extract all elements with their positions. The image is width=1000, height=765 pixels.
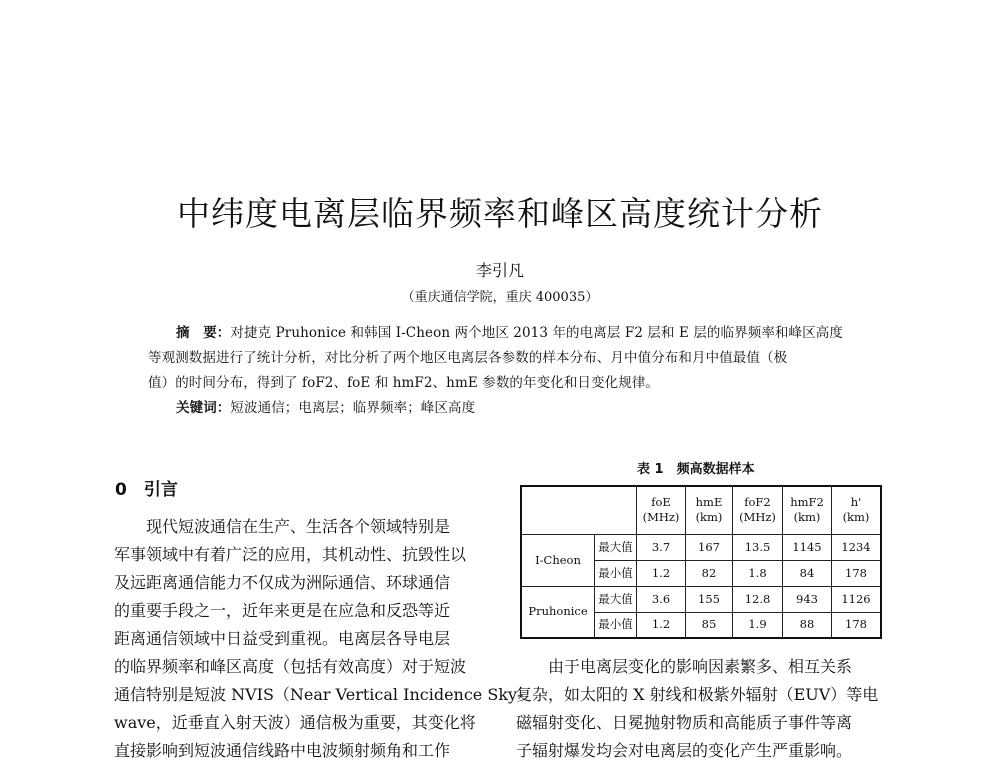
keywords-text: 短波通信；电离层；临界频率；峰区高度 xyxy=(230,400,476,416)
author: 李引凡 xyxy=(475,261,524,280)
cell: 155 xyxy=(686,586,733,612)
table-header-row xyxy=(521,486,881,534)
body-line: 现代短波通信在生产、生活各个领域特别是 xyxy=(146,517,451,536)
body-line: 通信特别是短波 NVIS（Near Vertical Incidence Sky- xyxy=(114,685,523,704)
body-line: 距离通信领域中日益受到重视。电离层各导电层 xyxy=(114,629,451,648)
row-label: 最大值 xyxy=(595,534,637,560)
body-line: 军事领域中有着广泛的应用，其机动性、抗毁性以 xyxy=(114,545,467,564)
header-foF2: foF2 (MHz) xyxy=(733,486,783,534)
cell: 84 xyxy=(783,560,832,586)
cell: 1.2 xyxy=(637,560,686,586)
cell: 1.2 xyxy=(637,612,686,638)
cell: 167 xyxy=(686,534,733,560)
abstract-line-1 xyxy=(176,321,843,341)
body-line: 及远距离通信能力不仅成为洲际通信、环球通信 xyxy=(114,573,451,592)
cell: 12.8 xyxy=(733,586,783,612)
cell: 3.7 xyxy=(637,534,686,560)
cell: 943 xyxy=(783,586,832,612)
cell: 82 xyxy=(686,560,733,586)
keywords-label: 关键词： xyxy=(176,400,231,416)
body-line: 的临界频率和峰区高度（包括有效高度）对于短波 xyxy=(114,657,467,676)
cell: 1234 xyxy=(832,534,882,560)
body-line: 的重要手段之一，近年来更是在应急和反恐等近 xyxy=(114,601,451,620)
cell: 1.9 xyxy=(733,612,783,638)
paper-title: 中纬度电离层临界频率和峰区高度统计分析 xyxy=(177,194,823,233)
header-hmF2: hmF2 (km) xyxy=(783,486,832,534)
body-line: 复杂，如太阳的 X 射线和极紫外辐射（EUV）等电 xyxy=(516,685,879,704)
cell: 1145 xyxy=(783,534,832,560)
body-line: 由于电离层变化的影响因素繁多、相互关系 xyxy=(548,657,853,676)
row-label: 最小值 xyxy=(595,560,637,586)
body-line: 直接影响到短波通信线路中电波频射频角和工作 xyxy=(114,741,451,760)
keywords-line xyxy=(176,396,475,416)
table-row xyxy=(521,586,881,612)
abstract-text: 对捷克 Pruhonice 和韩国 I-Cheon 两个地区 2013 年的电离层 F2 层和 E 层的临界频率和峰区高度 xyxy=(230,325,843,341)
cell: 1.8 xyxy=(733,560,783,586)
cell: 88 xyxy=(783,612,832,638)
body-line: wave，近垂直入射天波）通信极为重要，其变化将 xyxy=(114,713,476,732)
affiliation: （重庆通信学院，重庆 400035） xyxy=(401,290,599,305)
station-cell: Pruhonice xyxy=(521,586,595,638)
abstract-line-3: 值）的时间分布，得到了 foF2、foE 和 hmF2、hmE 参数的年变化和日变化规律。 xyxy=(148,375,660,391)
frequency-height-table xyxy=(520,485,882,639)
cell: 3.6 xyxy=(637,586,686,612)
row-label: 最大值 xyxy=(595,586,637,612)
row-label: 最小值 xyxy=(595,612,637,638)
cell: 13.5 xyxy=(733,534,783,560)
section-heading: 0 引言 xyxy=(115,480,178,500)
cell: 178 xyxy=(832,612,882,638)
body-line: 磁辐射变化、日冕抛射物质和高能质子事件等离 xyxy=(516,713,853,732)
station-cell: I-Cheon xyxy=(521,534,595,586)
table-caption: 表 1 频高数据样本 xyxy=(637,462,755,477)
header-hmE: hmE (km) xyxy=(686,486,733,534)
abstract-label: 摘 要： xyxy=(176,325,231,341)
cell: 1126 xyxy=(832,586,882,612)
table-row xyxy=(521,534,881,560)
cell: 178 xyxy=(832,560,882,586)
cell: 85 xyxy=(686,612,733,638)
abstract-line-2: 等观测数据进行了统计分析，对比分析了两个地区电离层各参数的样本分布、月中值分布和月中值最值（极 xyxy=(148,350,788,366)
header-h-prime: h' (km) xyxy=(832,486,882,534)
header-foE: foE (MHz) xyxy=(637,486,686,534)
body-line: 子辐射爆发均会对电离层的变化产生严重影响。 xyxy=(516,741,853,760)
header-corner xyxy=(521,486,637,534)
